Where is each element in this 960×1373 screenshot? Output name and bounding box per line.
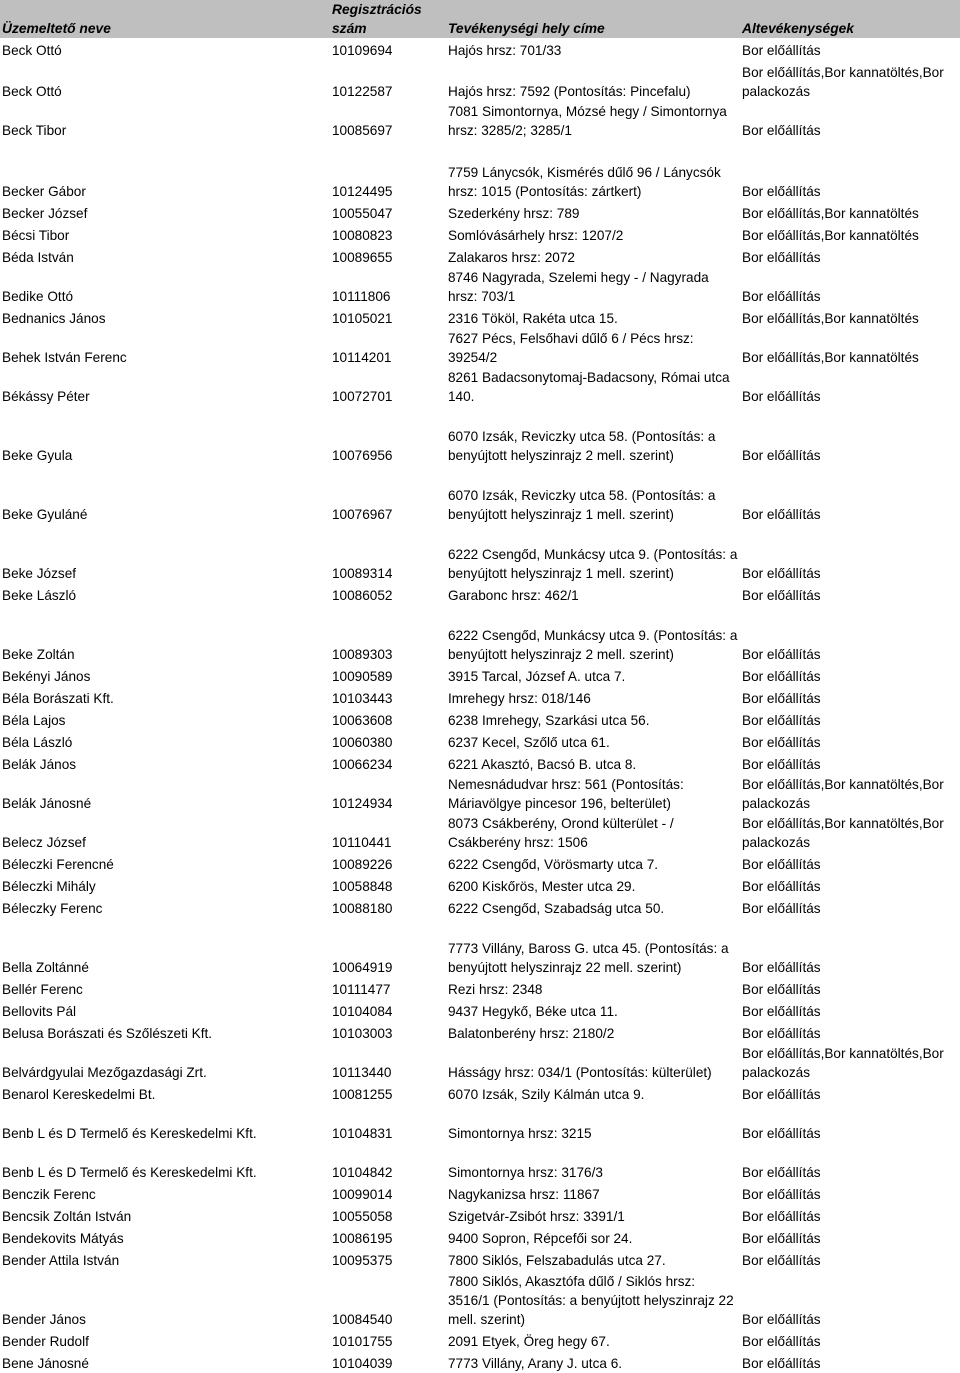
header-registration-number: Regisztrációs szám: [332, 2, 422, 36]
subactivities-cell: Bor előállítás: [742, 691, 821, 706]
table-row: [0, 752, 960, 774]
operator-name-cell: Beke Gyuláné: [2, 507, 88, 522]
registration-number-cell: 10076956: [332, 448, 393, 463]
subactivities-cell: Bor előállítás: [742, 1334, 821, 1349]
registration-number-cell: 10103443: [332, 691, 393, 706]
table-row: [0, 367, 960, 406]
subactivities-cell: Bor előállítás: [742, 1026, 821, 1041]
subactivities-cell: Bor előállítás: [742, 123, 821, 138]
table-row: [0, 999, 960, 1021]
operator-name-cell: Beke Zoltán: [2, 647, 75, 662]
subactivities-cell: Bor előállítás,Bor kannatöltés,Bor palackozás: [742, 1046, 944, 1080]
subactivities-cell: Bor előállítás: [742, 448, 821, 463]
operator-name-cell: Benarol Kereskedelmi Bt.: [2, 1087, 156, 1102]
registration-number-cell: 10066234: [332, 757, 393, 772]
subactivities-cell: Bor előállítás: [742, 857, 821, 872]
table-row: [0, 813, 960, 852]
site-address-cell: 6070 Izsák, Reviczky utca 58. (Pontosítás: a benyújtott helyszinrajz 2 mell. szerint): [448, 429, 716, 463]
registration-number-cell: 10089226: [332, 857, 393, 872]
table-row: [0, 1143, 960, 1182]
site-address-cell: Szederkény hrsz: 789: [448, 206, 580, 221]
registration-number-cell: 10104842: [332, 1165, 393, 1180]
registration-number-cell: 10111477: [332, 982, 391, 997]
operator-name-cell: Beke József: [2, 566, 77, 581]
table-row: [0, 605, 960, 664]
table-row: [0, 1104, 960, 1143]
site-address-cell: 6222 Csengőd, Szabadság utca 50.: [448, 901, 665, 916]
site-address-cell: 7800 Siklós, Felszabadulás utca 27.: [448, 1253, 666, 1268]
table-row: [0, 101, 960, 140]
operator-name-cell: Becker Gábor: [2, 184, 86, 199]
site-address-cell: 7759 Lánycsók, Kismérés dűlő 96 / Lánycsók hrsz: 1015 (Pontosítás: zártkert): [448, 165, 721, 199]
operator-name-cell: Bécsi Tibor: [2, 228, 70, 243]
subactivities-cell: Bor előállítás: [742, 389, 821, 404]
site-address-cell: Garabonc hrsz: 462/1: [448, 588, 579, 603]
registration-number-cell: 10103003: [332, 1026, 393, 1041]
subactivities-cell: Bor előállítás: [742, 669, 821, 684]
table-row: [0, 708, 960, 730]
operator-name-cell: Bedike Ottó: [2, 289, 74, 304]
registration-number-cell: 10055058: [332, 1209, 393, 1224]
registration-number-cell: 10101755: [332, 1334, 393, 1349]
registration-number-cell: 10109694: [332, 43, 393, 58]
subactivities-cell: Bor előállítás: [742, 960, 821, 975]
subactivities-cell: Bor előállítás: [742, 1004, 821, 1019]
registration-number-cell: 10104084: [332, 1004, 393, 1019]
registration-number-cell: 10090589: [332, 669, 393, 684]
subactivities-cell: Bor előállítás: [742, 1356, 821, 1371]
site-address-cell: 7627 Pécs, Felsőhavi dűlő 6 / Pécs hrsz: 39254/2: [448, 331, 694, 365]
table-row: [0, 306, 960, 328]
registration-number-cell: 10076967: [332, 507, 393, 522]
registration-number-cell: 10099014: [332, 1187, 393, 1202]
registration-number-cell: 10086052: [332, 588, 393, 603]
site-address-cell: 6222 Csengőd, Munkácsy utca 9. (Pontosítás: a benyújtott helyszinrajz 2 mell. szerint): [448, 628, 738, 662]
header-subactivities: Altevékenységek: [742, 21, 854, 36]
table-row: [0, 524, 960, 583]
operator-name-cell: Bender Attila István: [2, 1253, 120, 1268]
operator-name-cell: Béla Lajos: [2, 713, 66, 728]
subactivities-cell: Bor előállítás: [742, 43, 821, 58]
subactivities-cell: Bor előállítás: [742, 982, 821, 997]
table-row: [0, 918, 960, 977]
operator-name-cell: Béleczki Ferencné: [2, 857, 114, 872]
site-address-cell: Simontornya hrsz: 3176/3: [448, 1165, 603, 1180]
site-address-cell: 3915 Tarcal, József A. utca 7.: [448, 669, 626, 684]
operator-name-cell: Béla Borászati Kft.: [2, 691, 114, 706]
table-row: [0, 38, 960, 60]
table-row: [0, 1226, 960, 1248]
registration-number-cell: 10072701: [332, 389, 393, 404]
registration-number-cell: 10064919: [332, 960, 393, 975]
subactivities-cell: Bor előállítás: [742, 1312, 821, 1327]
subactivities-cell: Bor előállítás: [742, 566, 821, 581]
subactivities-cell: Bor előállítás,Bor kannatöltés: [742, 228, 919, 243]
site-address-cell: 2316 Tököl, Rakéta utca 15.: [448, 311, 618, 326]
registration-number-cell: 10089314: [332, 566, 393, 581]
operator-name-cell: Béla László: [2, 735, 73, 750]
registration-number-cell: 10104039: [332, 1356, 393, 1371]
operator-name-cell: Bekényi János: [2, 669, 91, 684]
operator-name-cell: Békássy Péter: [2, 389, 90, 404]
operator-name-cell: Beck Tibor: [2, 123, 67, 138]
site-address-cell: 7081 Simontornya, Mózsé hegy / Simontornya hrsz: 3285/2; 3285/1: [448, 104, 727, 138]
registration-number-cell: 10085697: [332, 123, 393, 138]
registration-number-cell: 10122587: [332, 84, 393, 99]
site-address-cell: Hásságy hrsz: 034/1 (Pontosítás: külterület): [448, 1065, 712, 1080]
subactivities-cell: Bor előállítás: [742, 507, 821, 522]
subactivities-cell: Bor előállítás: [742, 713, 821, 728]
subactivities-cell: Bor előállítás: [742, 1209, 821, 1224]
operator-name-cell: Bednanics János: [2, 311, 106, 326]
table-row: [0, 852, 960, 874]
registration-number-cell: 10086195: [332, 1231, 393, 1246]
table-row: [0, 774, 960, 813]
registration-number-cell: 10088180: [332, 901, 393, 916]
site-address-cell: Hajós hrsz: 701/33: [448, 43, 562, 58]
header-operator-name: Üzemeltető neve: [2, 21, 111, 36]
subactivities-cell: Bor előállítás: [742, 1231, 821, 1246]
registration-number-cell: 10060380: [332, 735, 393, 750]
registration-number-cell: 10081255: [332, 1087, 393, 1102]
subactivities-cell: Bor előállítás: [742, 250, 821, 265]
subactivities-cell: Bor előállítás: [742, 184, 821, 199]
site-address-cell: 7773 Villány, Arany J. utca 6.: [448, 1356, 623, 1371]
registration-number-cell: 10124934: [332, 796, 393, 811]
site-address-cell: Imrehegy hrsz: 018/146: [448, 691, 591, 706]
table-row: [0, 140, 960, 201]
operator-name-cell: Bellér Ferenc: [2, 982, 83, 997]
table-row: [0, 201, 960, 223]
operator-name-cell: Bencsik Zoltán István: [2, 1209, 132, 1224]
table-row: [0, 1021, 960, 1043]
operator-name-cell: Belusa Borászati és Szőlészeti Kft.: [2, 1026, 213, 1041]
table-row: [0, 1329, 960, 1351]
operator-name-cell: Benb L és D Termelő és Kereskedelmi Kft.: [2, 1126, 257, 1141]
registration-number-cell: 10080823: [332, 228, 393, 243]
table-row: [0, 664, 960, 686]
table-row: [0, 1043, 960, 1082]
site-address-cell: Nemesnádudvar hrsz: 561 (Pontosítás: Máriavölgye pincesor 196, belterület): [448, 777, 684, 811]
operator-name-cell: Belák Jánosné: [2, 796, 92, 811]
site-address-cell: 6221 Akasztó, Bacsó B. utca 8.: [448, 757, 637, 772]
site-address-cell: 6222 Csengőd, Munkácsy utca 9. (Pontosítás: a benyújtott helyszinrajz 1 mell. szerint): [448, 547, 738, 581]
registration-number-cell: 10095375: [332, 1253, 393, 1268]
operator-name-cell: Beck Ottó: [2, 43, 62, 58]
subactivities-cell: Bor előállítás,Bor kannatöltés: [742, 311, 919, 326]
table-row: [0, 1270, 960, 1329]
subactivities-cell: Bor előállítás: [742, 588, 821, 603]
table-row: [0, 223, 960, 245]
table-row: [0, 874, 960, 896]
table-row: [0, 328, 960, 367]
subactivities-cell: Bor előállítás: [742, 1253, 821, 1268]
operator-name-cell: Bendekovits Mátyás: [2, 1231, 124, 1246]
registration-number-cell: 10058848: [332, 879, 393, 894]
subactivities-cell: Bor előállítás: [742, 901, 821, 916]
subactivities-cell: Bor előállítás,Bor kannatöltés,Bor palackozás: [742, 65, 944, 99]
site-address-cell: Somlóvásárhely hrsz: 1207/2: [448, 228, 624, 243]
subactivities-cell: Bor előállítás,Bor kannatöltés,Bor palackozás: [742, 816, 944, 850]
operator-name-cell: Belvárdgyulai Mezőgazdasági Zrt.: [2, 1065, 207, 1080]
operator-name-cell: Bene Jánosné: [2, 1356, 89, 1371]
operator-name-cell: Belák János: [2, 757, 77, 772]
operator-name-cell: Béleczki Mihály: [2, 879, 96, 894]
operator-name-cell: Benb L és D Termelő és Kereskedelmi Kft.: [2, 1165, 257, 1180]
table-row: [0, 1204, 960, 1226]
registration-number-cell: 10104831: [332, 1126, 393, 1141]
site-address-cell: 8073 Csákberény, Orond külterület - / Csákberény hrsz: 1506: [448, 816, 674, 850]
operator-name-cell: Beke Gyula: [2, 448, 73, 463]
site-address-cell: 6237 Kecel, Szőlő utca 61.: [448, 735, 610, 750]
table-row: [0, 977, 960, 999]
registration-number-cell: 10063608: [332, 713, 393, 728]
operator-name-cell: Bella Zoltánné: [2, 960, 89, 975]
subactivities-cell: Bor előállítás: [742, 647, 821, 662]
table-row: [0, 686, 960, 708]
operator-name-cell: Benczik Ferenc: [2, 1187, 96, 1202]
table-row: [0, 245, 960, 267]
subactivities-cell: Bor előállítás,Bor kannatöltés,Bor palackozás: [742, 777, 944, 811]
site-address-cell: 6070 Izsák, Reviczky utca 58. (Pontosítás: a benyújtott helyszinrajz 1 mell. szerint): [448, 488, 716, 522]
site-address-cell: 6238 Imrehegy, Szarkási utca 56.: [448, 713, 650, 728]
registration-number-cell: 10124495: [332, 184, 393, 199]
site-address-cell: Hajós hrsz: 7592 (Pontosítás: Pincefalu): [448, 84, 691, 99]
table-row: [0, 267, 960, 306]
site-address-cell: 9437 Hegykő, Béke utca 11.: [448, 1004, 618, 1019]
operator-name-cell: Béleczky Ferenc: [2, 901, 103, 916]
site-address-cell: 2091 Etyek, Öreg hegy 67.: [448, 1334, 610, 1349]
table-row: [0, 465, 960, 524]
site-address-cell: 6222 Csengőd, Vörösmarty utca 7.: [448, 857, 659, 872]
table-row: [0, 896, 960, 918]
table-row: [0, 1351, 960, 1373]
subactivities-cell: Bor előállítás: [742, 1087, 821, 1102]
site-address-cell: Szigetvár-Zsibót hrsz: 3391/1: [448, 1209, 625, 1224]
site-address-cell: Zalakaros hrsz: 2072: [448, 250, 575, 265]
operator-name-cell: Becker József: [2, 206, 88, 221]
site-address-cell: 6200 Kiskőrös, Mester utca 29.: [448, 879, 636, 894]
table-row: [0, 60, 960, 101]
registration-number-cell: 10111806: [332, 289, 391, 304]
site-address-cell: 7773 Villány, Baross G. utca 45. (Pontosítás: a benyújtott helyszinrajz 22 mell. szerint): [448, 941, 729, 975]
registration-number-cell: 10084540: [332, 1312, 393, 1327]
table-body: [0, 38, 960, 1373]
operator-name-cell: Beck Ottó: [2, 84, 62, 99]
registration-number-cell: 10114201: [332, 350, 392, 365]
registration-number-cell: 10089655: [332, 250, 393, 265]
operator-name-cell: Béda István: [2, 250, 74, 265]
subactivities-cell: Bor előállítás: [742, 735, 821, 750]
operator-name-cell: Bender Rudolf: [2, 1334, 89, 1349]
site-address-cell: 8746 Nagyrada, Szelemi hegy - / Nagyrada hrsz: 703/1: [448, 270, 709, 304]
site-address-cell: 9400 Sopron, Répcefői sor 24.: [448, 1231, 633, 1246]
operator-name-cell: Belecz József: [2, 835, 86, 850]
table-row: [0, 406, 960, 465]
site-address-cell: 6070 Izsák, Szily Kálmán utca 9.: [448, 1087, 645, 1102]
subactivities-cell: Bor előállítás: [742, 757, 821, 772]
registration-number-cell: 10089303: [332, 647, 393, 662]
site-address-cell: Rezi hrsz: 2348: [448, 982, 543, 997]
table-row: [0, 1182, 960, 1204]
header-site-address: Tevékenységi hely címe: [448, 21, 605, 36]
subactivities-cell: Bor előállítás: [742, 1126, 821, 1141]
table-row: [0, 1082, 960, 1104]
subactivities-cell: Bor előállítás: [742, 1165, 821, 1180]
registration-number-cell: 10110441: [332, 835, 392, 850]
registration-number-cell: 10105021: [332, 311, 393, 326]
operator-name-cell: Behek István Ferenc: [2, 350, 127, 365]
subactivities-cell: Bor előállítás: [742, 289, 821, 304]
site-address-cell: 7800 Siklós, Akasztófa dűlő / Siklós hrsz: 3516/1 (Pontosítás: a benyújtott helyszinrajz 22 mell. szerint): [448, 1274, 734, 1327]
site-address-cell: 8261 Badacsonytomaj-Badacsony, Római utca 140.: [448, 370, 730, 404]
operator-name-cell: Bellovits Pál: [2, 1004, 77, 1019]
operator-name-cell: Bender János: [2, 1312, 86, 1327]
subactivities-cell: Bor előállítás,Bor kannatöltés: [742, 350, 919, 365]
table-row: [0, 730, 960, 752]
subactivities-cell: Bor előállítás,Bor kannatöltés: [742, 206, 919, 221]
subactivities-cell: Bor előállítás: [742, 1187, 821, 1202]
registration-number-cell: 10113440: [332, 1065, 392, 1080]
table-header-row: [0, 0, 960, 38]
table-row: [0, 583, 960, 605]
site-address-cell: Simontornya hrsz: 3215: [448, 1126, 592, 1141]
operator-name-cell: Beke László: [2, 588, 77, 603]
site-address-cell: Balatonberény hrsz: 2180/2: [448, 1026, 615, 1041]
subactivities-cell: Bor előállítás: [742, 879, 821, 894]
site-address-cell: Nagykanizsa hrsz: 11867: [448, 1187, 600, 1202]
registration-number-cell: 10055047: [332, 206, 393, 221]
table-row: [0, 1248, 960, 1270]
